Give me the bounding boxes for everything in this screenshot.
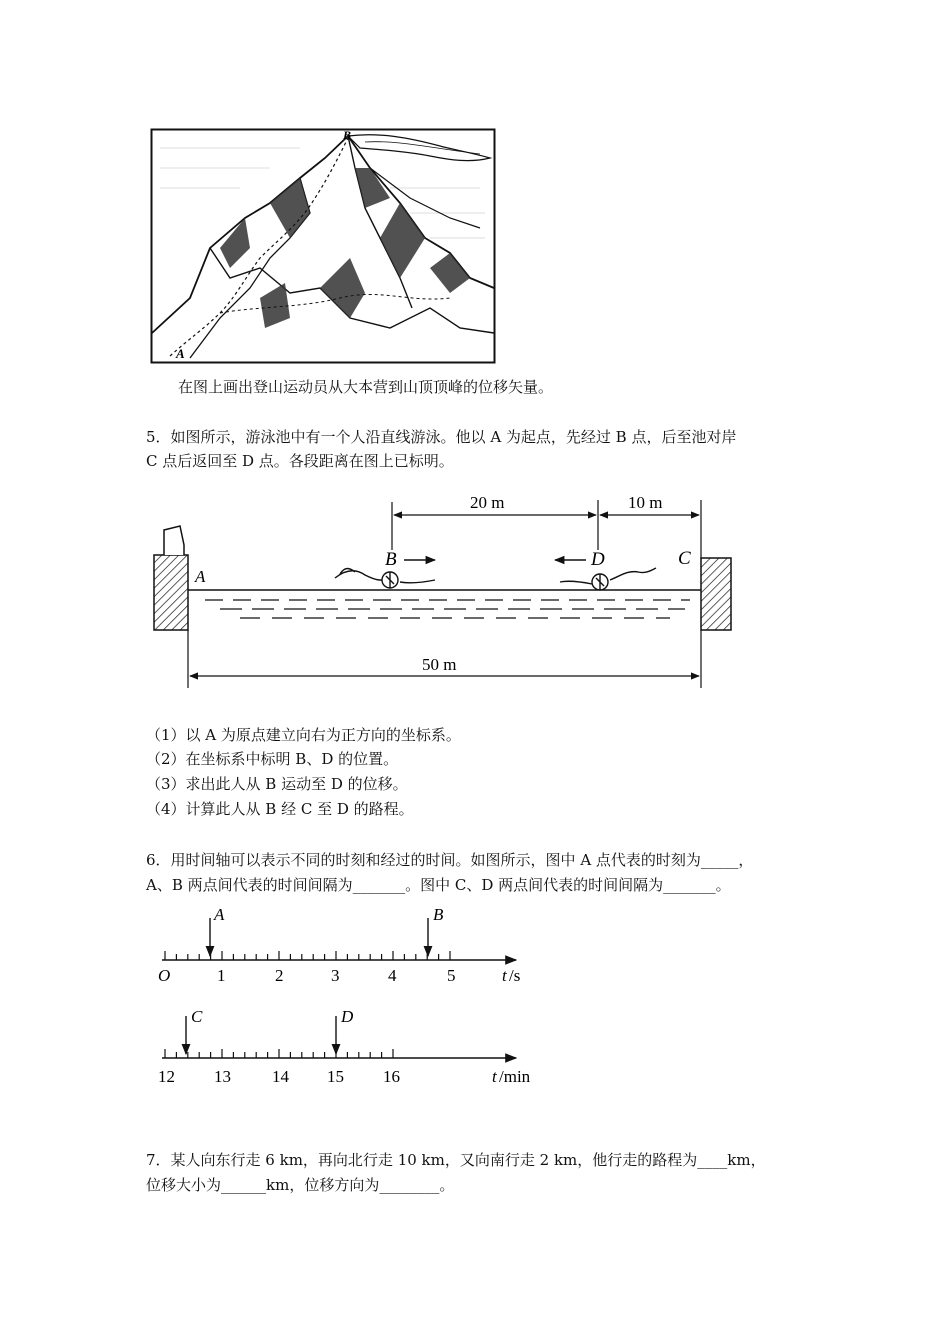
axis1-ticks [165,951,450,960]
marker-c-label: C [191,1007,203,1026]
axis2-tick-13: 13 [214,1067,231,1086]
swimmer-d [560,568,656,590]
axis1-unit-var: t [502,966,507,985]
dist-dc: 10 m [628,493,663,512]
axis1-tick-1: 1 [217,966,226,985]
q5-item-4: （4）计算此人从 B 经 C 至 D 的路程。 [146,800,414,818]
swimming-pool-figure [150,490,740,700]
q7-line2: 位移大小为______km，位移方向为________。 [146,1176,455,1194]
starting-block [164,526,184,555]
time-axis-figure [150,898,550,1093]
q5-line2: C 点后返回至 D 点。各段距离在图上已标明。 [146,452,454,470]
label-c: C [678,548,691,569]
axis1-tick-2: 2 [275,966,284,985]
right-wall [701,558,731,630]
left-wall [154,555,188,630]
axis2-unit-var: t [492,1067,497,1086]
swimmer-b [335,569,435,589]
q5-line1: 5．如图所示，游泳池中有一个人沿直线游泳。他以 A 为起点，先经过 B 点，后至池对岸 [146,428,737,446]
q6-line2: A、B 两点间代表的时间间隔为_______。图中 C、D 两点间代表的时间间隔为_______。 [146,876,731,894]
axis2-tick-15: 15 [327,1067,344,1086]
q5-item-1: （1）以 A 为原点建立向右为正方向的坐标系。 [146,726,461,744]
mountain-caption: 在图上画出登山运动员从大本营到山顶顶峰的位移矢量。 [178,378,554,396]
axis1-tick-4: 4 [388,966,397,985]
axis2-ticks [165,1049,393,1058]
axis2-tick-16: 16 [383,1067,400,1086]
marker-b-label: B [433,905,444,924]
mountain-illustration [150,128,496,364]
q6-line1: 6．用时间轴可以表示不同的时刻和经过的时间。如图所示，图中 A 点代表的时刻为_____， [146,851,754,869]
mountain-label-a: A [176,346,185,361]
q7-line1: 7．某人向东行走 6 km，再向北行走 10 km，又向南行走 2 km，他行走的路程为____km， [146,1151,766,1169]
mountain-label-b: B [343,128,352,142]
dist-bd: 20 m [470,493,505,512]
axis2-unit: /min [499,1067,531,1086]
label-a: A [195,567,206,586]
axis1-tick-5: 5 [447,966,456,985]
q5-item-2: （2）在坐标系中标明 B、D 的位置。 [146,750,399,768]
marker-d-label: D [341,1007,354,1026]
axis2-tick-14: 14 [272,1067,289,1086]
axis1-tick-3: 3 [331,966,340,985]
mountain-figure [150,128,496,364]
axis1-unit: /s [509,966,521,985]
label-d: D [591,549,605,570]
label-b: B [385,549,397,570]
q5-item-3: （3）求出此人从 B 运动至 D 的位移。 [146,775,408,793]
marker-a-label: A [214,905,225,924]
axis2-tick-12: 12 [158,1067,175,1086]
dist-total: 50 m [422,655,457,674]
water-waves [205,600,690,618]
axis1-origin: O [158,966,171,985]
